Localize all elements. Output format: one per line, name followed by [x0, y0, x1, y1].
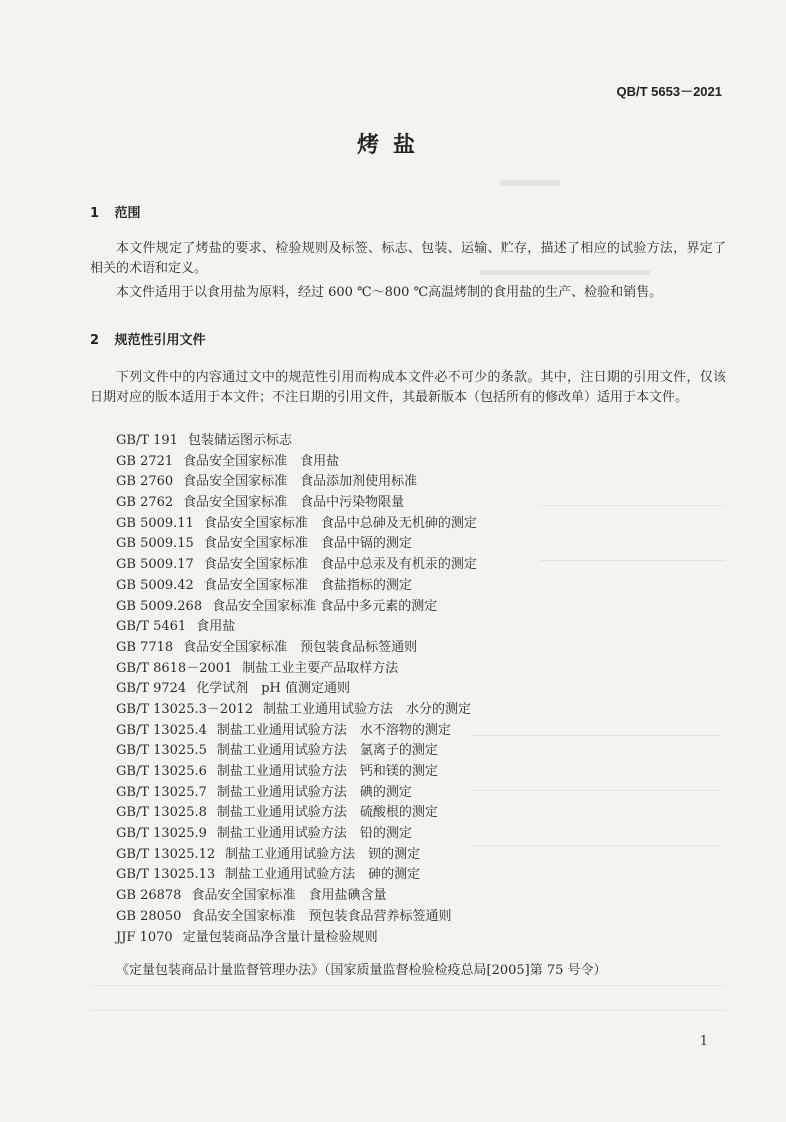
- reference-code: GB 26878: [116, 888, 182, 904]
- scope-paragraph: 本文件适用于以食用盐为原料，经过 600 ℃～800 ℃高温烤制的食用盐的生产、检验和销售。: [116, 285, 663, 300]
- reference-title: 化学试剂 pH 值测定通则: [196, 681, 351, 697]
- reference-item: [116, 679, 726, 700]
- reference-title: 制盐工业通用试验方法 铅的测定: [216, 826, 412, 842]
- reference-item: [116, 597, 726, 618]
- reference-item: [116, 928, 726, 949]
- reference-item: [116, 617, 726, 638]
- reference-title: 食品安全国家标准 预包装食品标签通则: [183, 639, 418, 655]
- reference-code: GB/T 13025.6: [116, 764, 207, 779]
- section-title: 范围: [114, 206, 141, 221]
- reference-code: GB 2760: [116, 474, 174, 490]
- reference-item: [116, 638, 726, 659]
- page-number: 1: [699, 1034, 708, 1049]
- reference-item: [116, 659, 726, 680]
- reference-code: GB/T 8618－2001: [116, 660, 233, 676]
- reference-title: 制盐工业通用试验方法 钡的测定: [225, 846, 421, 862]
- scope-paragraph: 本文件规定了烤盐的要求、检验规则及标签、标志、包装、运输、贮存，描述了相应的试验方法，界定了相关的术语和定义。: [90, 241, 726, 276]
- reference-title: 制盐工业通用试验方法 碘的测定: [216, 784, 412, 800]
- reference-item: [116, 803, 726, 824]
- reference-code: GB 28050: [116, 908, 182, 924]
- reference-code: JJF 1070: [116, 929, 173, 945]
- reference-regulation: 《定量包装商品计量监督管理办法》（国家质量监督检验检疫总局[2005]第 75 号令）: [116, 963, 607, 978]
- reference-item: [116, 514, 726, 535]
- reference-title: 食品安全国家标准 食品中镉的测定: [203, 536, 412, 552]
- reference-title: 食品安全国家标准 食品中污染物限量: [183, 495, 405, 511]
- reference-title: 制盐工业通用试验方法 硫酸根的测定: [216, 805, 438, 821]
- reference-code: GB/T 5461: [116, 619, 187, 635]
- reference-title: 食用盐: [196, 619, 236, 635]
- reference-code: GB 5009.15: [116, 536, 194, 552]
- section-number: 1: [90, 206, 100, 221]
- reference-code: GB/T 13025.7: [116, 784, 207, 800]
- reference-code: GB/T 9724: [116, 681, 187, 697]
- reference-title: 食品安全国家标准 食品中多元素的测定: [212, 598, 438, 614]
- reference-code: GB 2721: [116, 453, 174, 469]
- reference-item: [116, 700, 726, 721]
- document-title: 烤盐: [356, 133, 429, 158]
- reference-code: GB/T 13025.9: [116, 826, 207, 842]
- reference-title: 定量包装商品净含量计量检验规则: [182, 929, 378, 945]
- reference-item: [116, 493, 726, 514]
- reference-title: 包装储运图示标志: [187, 433, 292, 448]
- standard-code: QB/T 5653－2021: [616, 84, 722, 99]
- section-number: 2: [90, 333, 100, 348]
- reference-code: GB/T 13025.12: [116, 846, 216, 862]
- reference-title: 制盐工业通用试验方法 水分的测定: [262, 701, 471, 717]
- reference-title: 食品安全国家标准 食品添加剂使用标准: [183, 474, 418, 490]
- reference-item: [116, 824, 726, 845]
- reference-item: [116, 555, 726, 576]
- section-title: 规范性引用文件: [114, 333, 206, 348]
- reference-item: [116, 762, 726, 783]
- reference-item: [116, 576, 726, 597]
- reference-item: [116, 721, 726, 742]
- reference-item: [116, 452, 726, 473]
- reference-code: GB 5009.268: [116, 598, 203, 614]
- reference-title: 制盐工业通用试验方法 氯离子的测定: [216, 743, 438, 759]
- reference-item: [116, 431, 726, 452]
- reference-code: GB/T 13025.4: [116, 722, 207, 738]
- reference-code: GB 5009.42: [116, 577, 194, 593]
- reference-item: [116, 865, 726, 886]
- reference-code: GB/T 13025.3－2012: [116, 701, 253, 717]
- bleed-through-mark: [500, 180, 560, 186]
- reference-title: 食品安全国家标准 食用盐: [183, 453, 340, 469]
- reference-item: [116, 534, 726, 555]
- reference-title: 制盐工业通用试验方法 钙和镁的测定: [216, 764, 438, 779]
- reference-code: GB 5009.17: [116, 557, 194, 573]
- section-2-heading: [90, 329, 206, 348]
- reference-code: GB/T 13025.13: [116, 867, 216, 883]
- reference-item: [116, 472, 726, 493]
- reference-title: 制盐工业通用试验方法 砷的测定: [225, 867, 421, 883]
- reference-code: GB 2762: [116, 495, 174, 511]
- reference-title: 食品安全国家标准 食盐指标的测定: [203, 577, 412, 593]
- bleed-through-mark: [90, 985, 726, 986]
- bleed-through-mark: [90, 1010, 726, 1011]
- reference-title: 制盐工业主要产品取样方法: [242, 660, 399, 676]
- reference-title: 制盐工业通用试验方法 水不溶物的测定: [216, 722, 451, 738]
- reference-item: [116, 886, 726, 907]
- reference-item: [116, 741, 726, 762]
- reference-title: 食品安全国家标准 食用盐碘含量: [191, 888, 387, 904]
- reference-code: GB 5009.11: [116, 515, 194, 531]
- reference-title: 食品安全国家标准 预包装食品营养标签通则: [191, 908, 452, 924]
- reference-item: [116, 845, 726, 866]
- reference-code: GB 7718: [116, 639, 174, 655]
- reference-code: GB/T 13025.5: [116, 743, 207, 759]
- section-1-heading: [90, 202, 141, 221]
- normative-references-intro: 下列文件中的内容通过文中的规范性引用而构成本文件必不可少的条款。其中，注日期的引用文件，仅该日期对应的版本适用于本文件；不注日期的引用文件，其最新版本（包括所有的修改单）适用于本文件。: [90, 370, 726, 405]
- reference-title: 食品安全国家标准 食品中总汞及有机汞的测定: [203, 557, 477, 573]
- reference-title: 食品安全国家标准 食品中总砷及无机砷的测定: [203, 515, 477, 531]
- reference-code: GB/T 13025.8: [116, 805, 207, 821]
- reference-item: [116, 783, 726, 804]
- reference-list: [116, 431, 726, 948]
- reference-item: [116, 907, 726, 928]
- reference-code: GB/T 191: [116, 433, 178, 448]
